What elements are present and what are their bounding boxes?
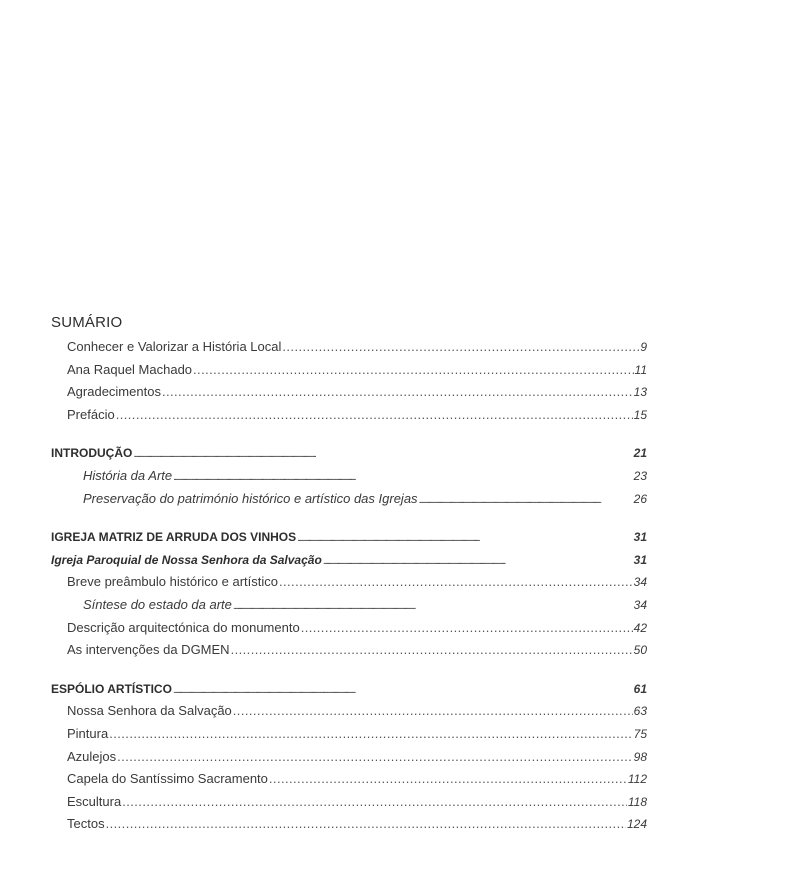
dot-leader <box>279 571 633 594</box>
toc-entry <box>51 791 647 814</box>
toc-entry-label: ESPÓLIO ARTÍSTICO <box>51 681 172 696</box>
toc-entry-page-number: 15 <box>633 407 647 422</box>
dot-leader <box>297 526 633 551</box>
toc-entry-page-number: 63 <box>633 704 647 719</box>
toc-entry <box>51 746 647 769</box>
toc-entry-label: História da Arte <box>83 467 173 483</box>
dot-leader <box>173 465 633 490</box>
dot-leader <box>233 594 633 619</box>
toc-entry <box>51 526 647 549</box>
dot-leader <box>173 678 633 703</box>
toc-groups <box>51 336 647 836</box>
toc-entry <box>51 813 647 836</box>
dot-leader <box>323 549 633 574</box>
toc-entry-label: IGREJA MATRIZ DE ARRUDA DOS VINHOS <box>51 530 297 545</box>
toc-entry-page-number: 21 <box>633 446 647 461</box>
dot-leader <box>122 791 627 814</box>
toc-title: SUMÁRIO <box>51 314 123 331</box>
toc-entry-page-number: 75 <box>633 726 647 741</box>
toc-entry <box>51 768 647 791</box>
section-gap <box>51 426 647 442</box>
toc-entry-label: Tectos <box>67 816 105 832</box>
toc-entry-label: Prefácio <box>67 406 115 422</box>
toc-entry-label: As intervenções da DGMEN <box>67 642 230 658</box>
toc-entry <box>51 571 647 594</box>
toc-entry <box>51 465 647 488</box>
toc-entry-page-number: 118 <box>627 794 647 809</box>
section-gap <box>51 510 647 526</box>
toc-entry-page-number: 42 <box>633 620 647 635</box>
toc-entry <box>51 594 647 617</box>
dot-leader <box>231 639 633 662</box>
dot-leader <box>301 617 633 640</box>
dot-leader <box>116 404 633 427</box>
toc-entry-label: Preservação do património histórico e artístico das Igrejas <box>83 490 418 506</box>
toc-entry <box>51 617 647 640</box>
toc-entry-label: Pintura <box>67 725 109 741</box>
toc-entry-label: Ana Raquel Machado <box>67 361 193 377</box>
toc-entry <box>51 723 647 746</box>
toc-entry-page-number: 61 <box>633 681 647 696</box>
dot-leader <box>419 488 633 513</box>
dot-leader <box>193 359 634 382</box>
toc-entry-label: Síntese do estado da arte <box>83 596 232 612</box>
toc-entry-page-number: 9 <box>640 340 647 354</box>
toc-entry-page-number: 98 <box>633 749 647 764</box>
dot-leader <box>269 768 627 791</box>
toc-entry <box>51 488 647 511</box>
toc-entry <box>51 639 647 662</box>
toc-entry <box>51 336 647 359</box>
toc-entry-label: Breve preâmbulo histórico e artístico <box>67 574 278 590</box>
toc-entry-page-number: 34 <box>633 597 647 612</box>
dot-leader <box>162 381 633 404</box>
toc-entry-page-number: 124 <box>626 817 647 832</box>
toc-entry-label: Igreja Paroquial de Nossa Senhora da Salvação <box>51 552 322 567</box>
toc-entry <box>51 549 647 572</box>
toc-entry-page-number: 34 <box>633 575 647 590</box>
dot-leader <box>109 723 632 746</box>
toc-entry-page-number: 13 <box>633 385 647 400</box>
dot-leader <box>106 813 626 836</box>
toc-entry-label: Escultura <box>67 793 122 809</box>
toc-entry <box>51 700 647 723</box>
toc-entry-label: Agradecimentos <box>67 384 161 400</box>
toc-entry-label: Conhecer e Valorizar a História Local <box>67 339 282 354</box>
toc-entry-page-number: 23 <box>633 468 647 483</box>
toc-entry <box>51 359 647 382</box>
dot-leader <box>282 336 639 359</box>
toc-entry-label: INTRODUÇÃO <box>51 446 133 461</box>
toc-entry-page-number: 11 <box>634 362 647 377</box>
toc-entry-label: Azulejos <box>67 748 117 764</box>
toc-entry <box>51 404 647 427</box>
toc-entry <box>51 442 647 465</box>
toc-entry-page-number: 31 <box>633 530 647 545</box>
toc-entry-page-number: 26 <box>633 491 647 506</box>
toc-entry-page-number: 31 <box>633 552 647 567</box>
section-gap <box>51 662 647 678</box>
table-of-contents <box>51 313 647 836</box>
toc-entry-label: Nossa Senhora da Salvação <box>67 703 232 719</box>
dot-leader <box>117 746 633 769</box>
toc-entry-page-number: 112 <box>627 772 647 787</box>
toc-entry-label: Capela do Santíssimo Sacramento <box>67 771 268 787</box>
toc-entry-page-number: 50 <box>633 643 647 658</box>
toc-entry-label: Descrição arquitectónica do monumento <box>67 619 300 635</box>
toc-entry <box>51 678 647 701</box>
toc-entry <box>51 381 647 404</box>
dot-leader <box>233 700 633 723</box>
dot-leader <box>133 442 632 467</box>
